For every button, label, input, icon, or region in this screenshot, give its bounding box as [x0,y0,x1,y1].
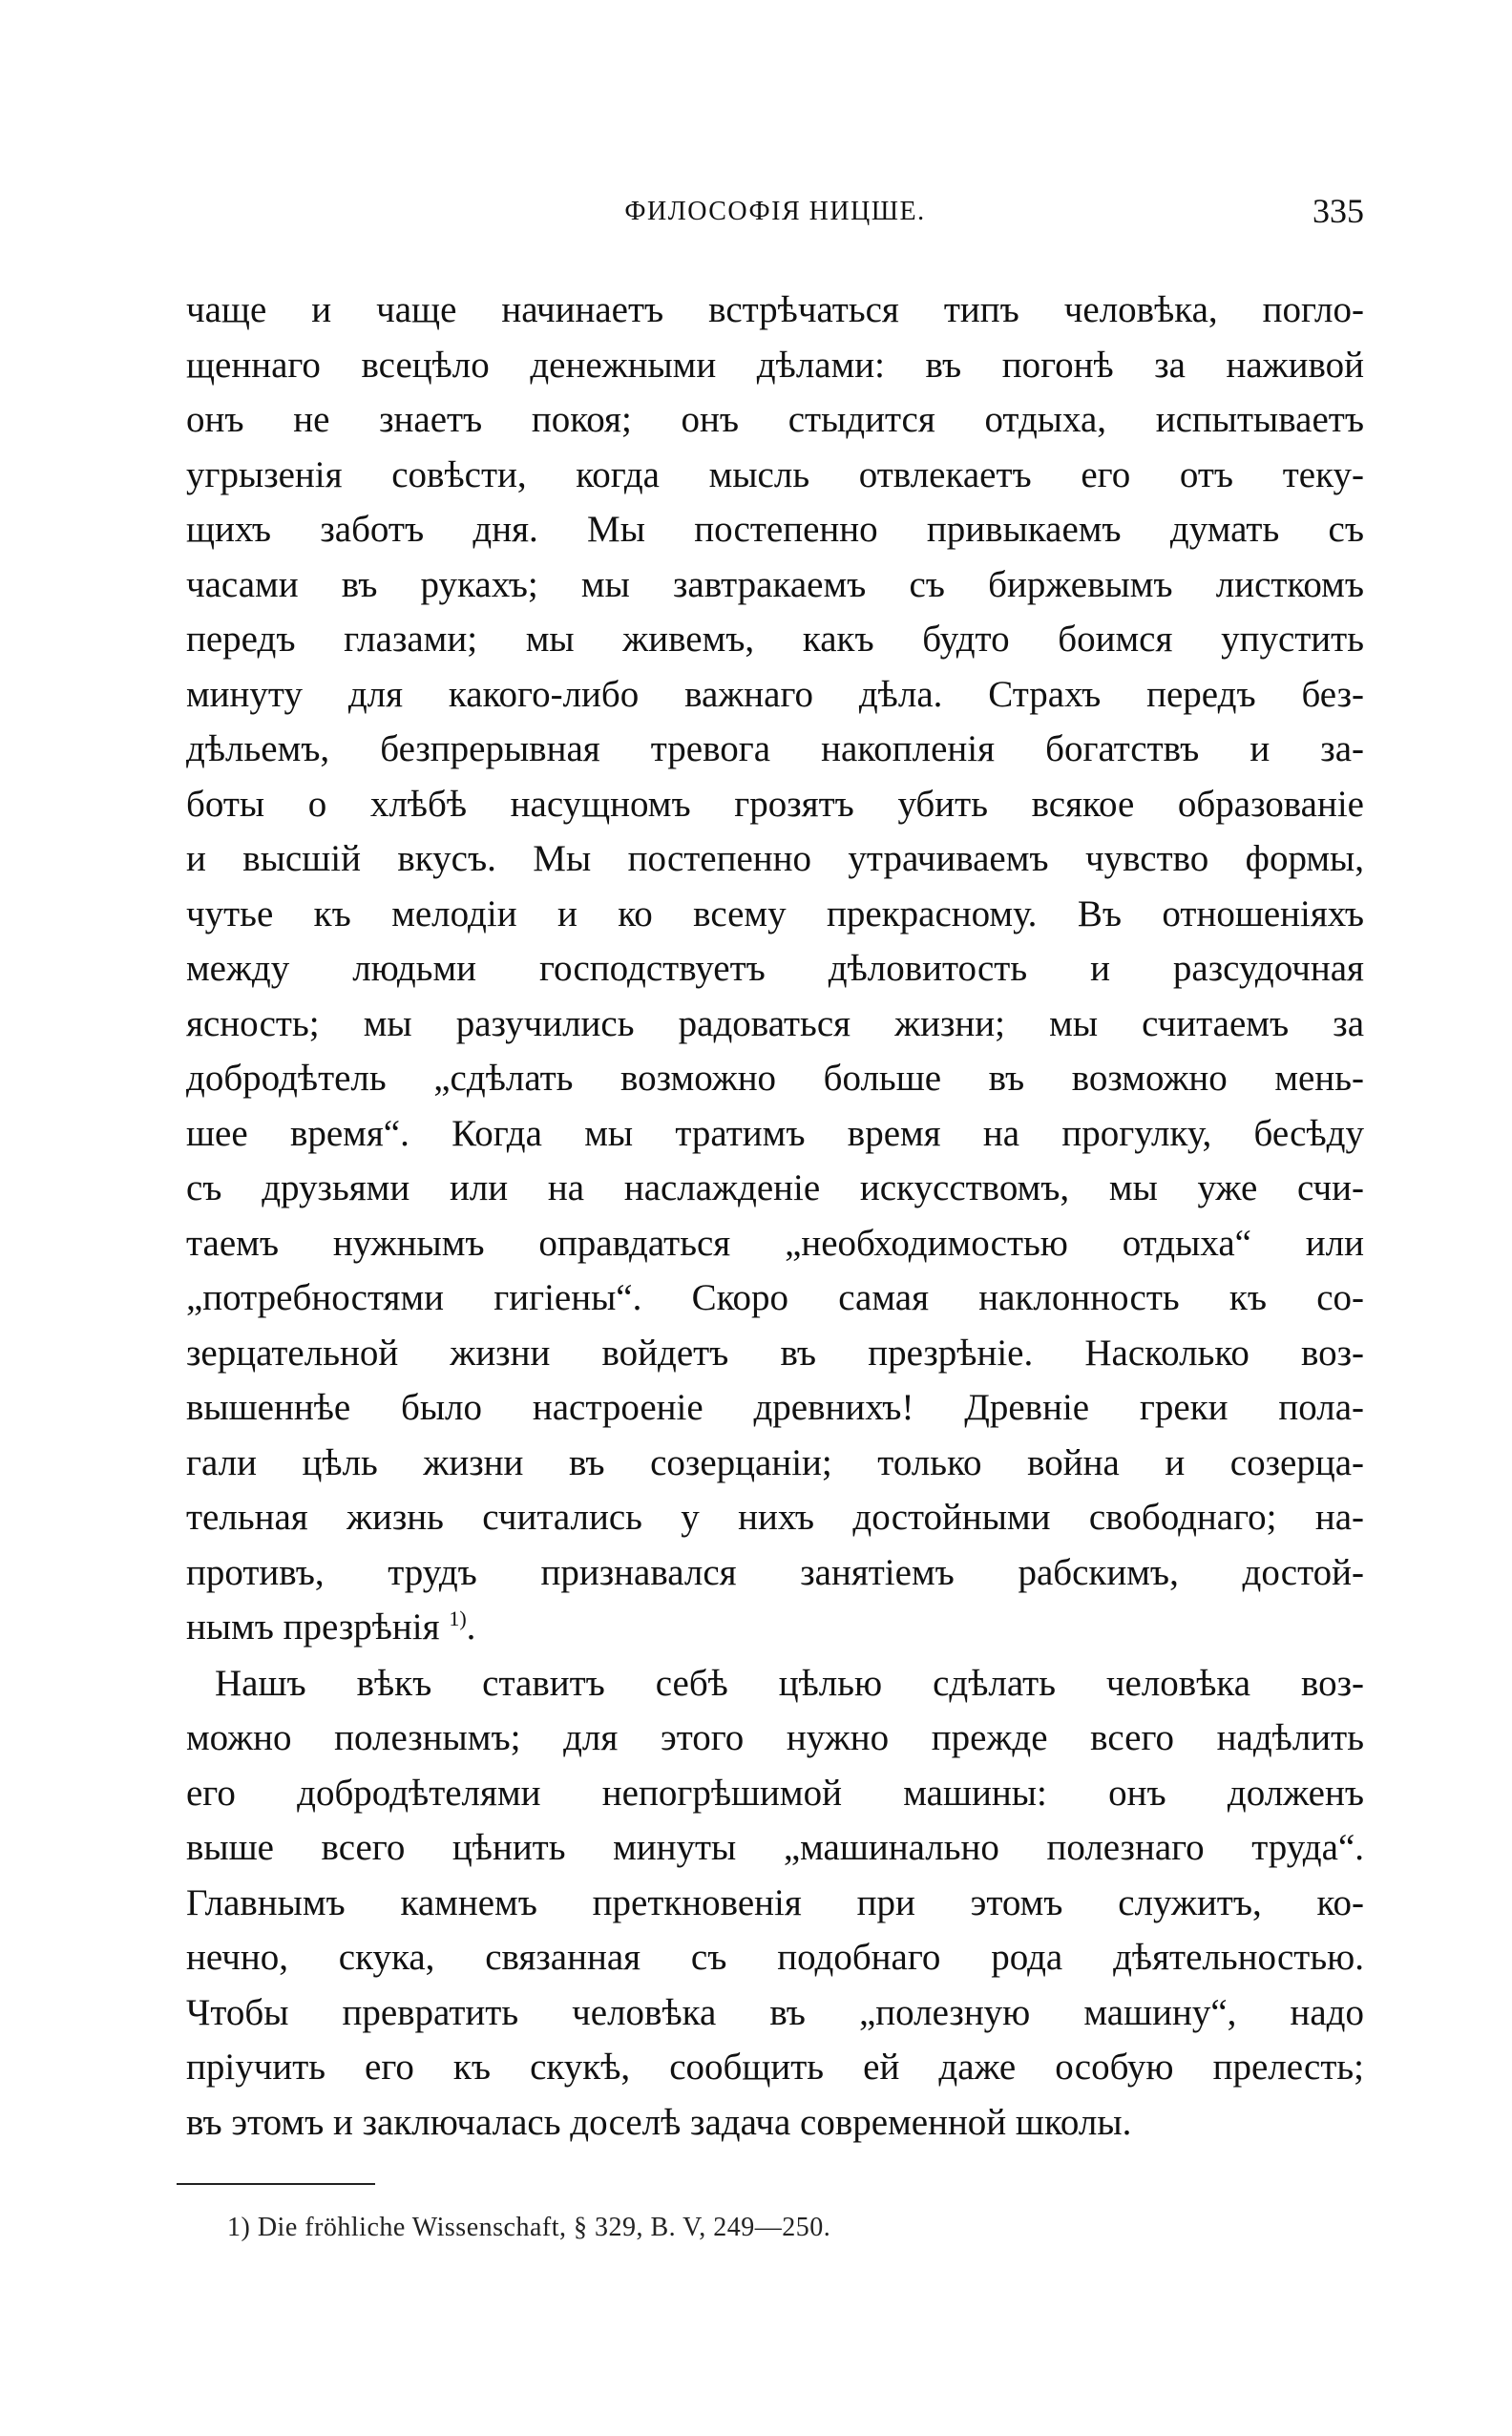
text-line [186,1326,1364,1381]
text-line [186,2095,1364,2151]
text-line [186,831,1364,887]
text-line [186,1876,1364,1931]
footnote: 1) Die fröhliche Wissenschaft, § 329, B. V, 249—250. [227,2213,831,2242]
text-line [186,1216,1364,1271]
line-text: гали цѣль жизни въ созерцаніи; только война и созерца- [186,1441,1364,1483]
line-text: „потребностями гигіены“. Скоро самая наклонность къ со- [186,1277,1364,1318]
text-line [186,1930,1364,1985]
line-text: шее время“. Когда мы тратимъ время на прогулку, бесѣду [186,1112,1364,1154]
line-text: нечно, скука, связанная съ подобнаго рода дѣятельностью. [186,1937,1364,1978]
line-text: дѣльемъ, безпрерывная тревога накопленія богатствъ и за- [186,728,1364,769]
line-text: пріучить его къ скукѣ, сообщить ей даже особую прелесть; [186,2047,1364,2088]
text-line [186,392,1364,448]
text-line [186,448,1364,503]
text-line [186,1161,1364,1216]
line-text: въ этомъ и заключалась доселѣ задача современной школы. [186,2101,1132,2143]
text-line [186,1545,1364,1601]
text-line [186,1820,1364,1876]
line-text: Главнымъ камнемъ преткновенія при этомъ служитъ, ко- [186,1881,1364,1923]
text-line [186,1436,1364,1491]
text-line [186,997,1364,1052]
text-line [186,722,1364,777]
paragraph [186,283,1364,1655]
text-line [186,1106,1364,1162]
text-line [186,557,1364,613]
line-text: противъ, трудъ признавался занятіемъ рабскимъ, достой- [186,1551,1364,1593]
line-text: можно полезнымъ; для этого нужно прежде всего надѣлить [186,1717,1364,1758]
text-line [186,1270,1364,1326]
footnote-divider [177,2183,375,2185]
text-line [186,941,1364,997]
line-text: часами въ рукахъ; мы завтракаемъ съ биржевымъ листкомъ [186,563,1364,605]
line-text: тельная жизнь считались у нихъ достойными свободнаго; на- [186,1497,1364,1538]
line-text: онъ не знаетъ покоя; онъ стыдится отдыха, испытываетъ [186,399,1364,440]
line-text: ясность; мы разучились радоваться жизни; мы считаемъ за [186,1002,1364,1044]
line-text: вышеннѣе было настроеніе древнихъ! Древніе греки пола- [186,1387,1364,1428]
body-text [186,283,1364,2150]
text-line [186,1656,1364,1712]
line-text: чутье къ мелодіи и ко всему прекрасному. Въ отношеніяхъ [186,892,1364,934]
line-text: Нашъ вѣкъ ставитъ себѣ цѣлью сдѣлать человѣка воз- [215,1662,1364,1704]
running-title: ФИЛОСОФІЯ НИЦШЕ. [624,197,926,226]
text-line [186,777,1364,832]
line-text: щихъ заботъ дня. Мы постепенно привыкаемъ думать съ [186,509,1364,550]
text-line [186,887,1364,942]
paragraph [186,1656,1364,2151]
page-number: 335 [1312,192,1364,230]
line-text: передъ глазами; мы живемъ, какъ будто боимся упустить [186,619,1364,660]
line-text: добродѣтель „сдѣлать возможно больше въ возможно мень- [186,1058,1364,1099]
text-line [186,502,1364,557]
text-line [186,667,1364,723]
line-text: чаще и чаще начинаетъ встрѣчаться типъ человѣка, погло- [186,289,1364,330]
page-header [186,191,1364,239]
line-text: и высшій вкусъ. Мы постепенно утрачиваемъ чувство формы, [186,838,1364,879]
line-text: нымъ презрѣнія [186,1606,440,1648]
text-line [186,1766,1364,1821]
text-line [186,2040,1364,2095]
line-text: щеннаго всецѣло денежными дѣлами: въ погонѣ за наживой [186,344,1364,386]
line-text: таемъ нужнымъ оправдаться „необходимостью отдыха“ или [186,1222,1364,1264]
line-text: Чтобы превратить человѣка въ „полезную машину“, надо [186,1991,1364,2033]
closing-punctuation: . [466,1606,476,1648]
text-line [186,283,1364,338]
line-text: его добродѣтелями непогрѣшимой машины: онъ долженъ [186,1772,1364,1814]
line-text: съ друзьями или на наслажденіе искусствомъ, мы уже счи- [186,1167,1364,1208]
footnote-reference[interactable]: 1) [449,1606,467,1630]
line-text: выше всего цѣнить минуты „машинально полезнаго труда“. [186,1827,1364,1868]
text-line [186,338,1364,393]
line-text: угрызенія совѣсти, когда мысль отвлекаетъ его отъ теку- [186,453,1364,495]
line-text: минуту для какого-либо важнаго дѣла. Страхъ передъ без- [186,673,1364,715]
text-line [186,1380,1364,1436]
line-text: между людьми господствуетъ дѣловитость и разсудочная [186,948,1364,989]
text-line [186,612,1364,667]
text-line [186,1600,1364,1655]
text-line [186,1051,1364,1106]
text-line [186,1711,1364,1766]
line-text: зерцательной жизни войдетъ въ презрѣніе. Насколько воз- [186,1332,1364,1374]
text-line [186,1490,1364,1545]
line-text: боты о хлѣбѣ насущномъ грозятъ убить всякое образованіе [186,783,1364,825]
text-line [186,1985,1364,2041]
